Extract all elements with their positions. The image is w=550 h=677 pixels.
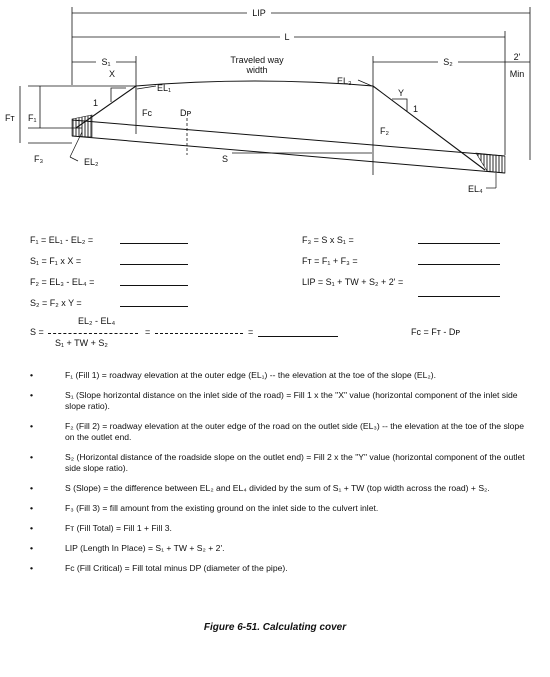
- lip-dimension: [72, 7, 530, 160]
- culvert-top-line: [72, 120, 505, 156]
- answer-blank-s1: [120, 264, 188, 265]
- culvert-cover-diagram: [0, 0, 550, 200]
- f3-label: F₃: [34, 154, 44, 164]
- definition-s2: • S₂ (Horizontal distance of the roadside slope on the outlet end) = Fill 2 x the "Y" value (horizontal component of the outlet side slope ratio).: [30, 452, 525, 473]
- traveled-way-label: Traveled way: [230, 55, 284, 65]
- answer-blank-ft: [418, 264, 500, 265]
- two-foot-min-dimension: [505, 52, 530, 79]
- one-left-label: 1: [93, 98, 99, 108]
- definition-f2: • F₂ (Fill 2) = roadway elevation at the outer edge of the road on the outlet side (EL₃) -- the elevation at the toe of the slope on the outlet end.: [30, 421, 524, 442]
- slope-equals-1: =: [145, 327, 151, 337]
- definition-fc: • Fᴄ (Fill Critical) = Fill total minus DP (diameter of the pipe).: [30, 563, 288, 573]
- outlet-headwall-hatch: [476, 153, 505, 173]
- fc-label: Fᴄ: [142, 108, 152, 118]
- slope-denominator: S₁ + TW + S₂: [55, 338, 108, 348]
- dp-label: Dᴘ: [180, 108, 192, 118]
- one-right-label: 1: [413, 104, 419, 114]
- answer-blank-lip: [418, 296, 500, 297]
- equation-s1: S₁ = F₁ x X =: [30, 256, 82, 266]
- culvert-bottom-line: [72, 136, 505, 173]
- min-label: Min: [509, 69, 525, 79]
- slope-work-line: [155, 333, 243, 334]
- slope-numerator: EL₂ - EL₄: [78, 316, 116, 326]
- y-ratio-label: Y: [398, 88, 405, 98]
- figure-caption: Figure 6-51. Calculating cover: [203, 622, 347, 633]
- equation-fc: Fᴄ = Fᴛ - Dᴘ: [411, 327, 461, 337]
- answer-blank-s2: [120, 306, 188, 307]
- definition-f3: • F₃ (Fill 3) = fill amount from the existing ground on the inlet side to the culvert inlet.: [30, 503, 379, 513]
- equation-f3: F₃ = S x S₁ =: [302, 235, 354, 245]
- definition-lip: • LIP (Length In Place) = S₁ + TW + S₂ + 2'.: [30, 543, 225, 553]
- slope-lhs: S =: [30, 327, 44, 337]
- answer-blank-f1: [120, 243, 188, 244]
- s-slope-label: S: [222, 154, 229, 164]
- lip-label: LIP: [252, 8, 266, 18]
- answer-blank-slope: [258, 336, 338, 337]
- f2-label: F₂: [380, 126, 389, 136]
- x-ratio-label: X: [109, 69, 116, 79]
- equation-f1: F₁ = EL₁ - EL₂ =: [30, 235, 94, 245]
- s1-dimension: [72, 56, 136, 100]
- el4-label: EL₄: [468, 184, 483, 194]
- f1-label: F₁: [28, 113, 37, 123]
- answer-blank-f3: [418, 243, 500, 244]
- answer-blank-f2: [120, 285, 188, 286]
- ft-label: Fᴛ: [5, 113, 15, 123]
- definitions-list: [30, 370, 535, 574]
- s2-dimension: [373, 56, 505, 88]
- el3-label: EL₃: [337, 76, 352, 86]
- el1-label: EL₁: [157, 83, 172, 93]
- l-label: L: [284, 32, 290, 42]
- equation-s2: S₂ = F₂ x Y =: [30, 298, 82, 308]
- s1-label: S₁: [101, 57, 111, 67]
- traveled-way-width-label: width: [246, 65, 268, 75]
- definition-f1: • F₁ (Fill 1) = roadway elevation at the outer edge (EL₁) -- the elevation at the toe of the slope (EL₂).: [30, 370, 436, 380]
- equation-lip: LIP = S₁ + TW + S₂ + 2' =: [302, 277, 404, 287]
- two-foot-label: 2': [513, 52, 521, 62]
- definition-s1: • S₁ (Slope horizontal distance on the inlet side of the road) = Fill 1 x the "X" value (horizontal component of the inlet side slope ratio).: [30, 390, 518, 411]
- definition-s: • S (Slope) = the difference between EL₂ and EL₄ divided by the sum of S₁ + TW (top width across the road) + S₂.: [30, 483, 490, 493]
- slope-fraction-bar: [48, 333, 138, 334]
- el2-label: EL₂: [84, 157, 99, 167]
- inlet-headwall-hatch: [72, 115, 92, 137]
- definition-ft: • Fᴛ (Fill Total) = Fill 1 + Fill 3.: [30, 523, 172, 533]
- equation-f2: F₂ = EL₃ - EL₄ =: [30, 277, 95, 287]
- s2-label: S₂: [443, 57, 453, 67]
- equation-ft: Fᴛ = F₁ + F₃ =: [302, 256, 358, 266]
- slope-equals-2: =: [248, 327, 254, 337]
- outlet-side-slope: [373, 86, 485, 170]
